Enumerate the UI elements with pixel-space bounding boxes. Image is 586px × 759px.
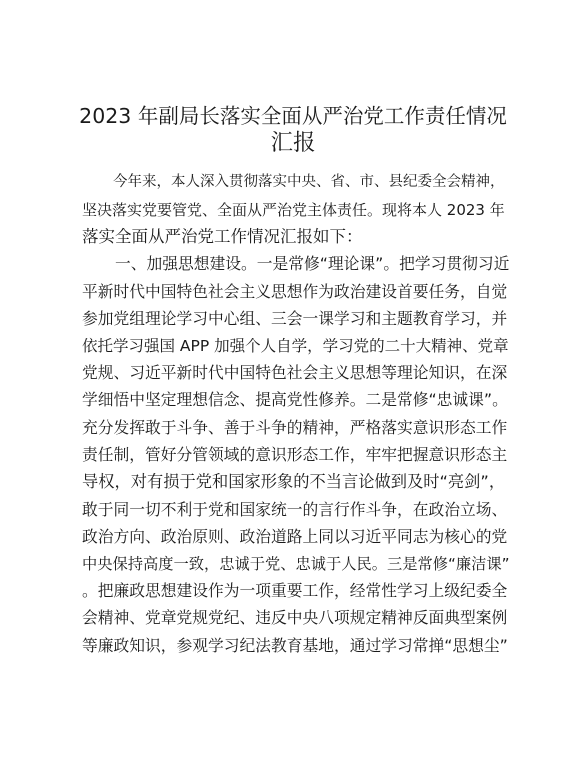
intro-line-2: 坚决落实党要管党、全面从严治党主体责任。现将本人 2023 年 [82, 201, 505, 219]
body-line-11: 政治方向、政治原则、政治道路上同以习近平同志为核心的党 [82, 527, 508, 546]
body-line-1: 一、加强思想建设。一是常修“理论课”。把学习贯彻习近 [115, 254, 510, 273]
body-line-15: 等廉政知识，参观学习纪法教育基地，通过学习常掸“思想尘” [82, 636, 508, 655]
body-line-7: 充分发挥敢于斗争、善于斗争的精神，严格落实意识形态工作 [82, 418, 508, 437]
body-line-6: 学细悟中坚定理想信念、提高党性修养。二是常修“忠诚课”。 [82, 390, 508, 409]
body-line-13: 。把廉政思想建设作为一项重要工作，经常性学习上级纪委全 [82, 581, 508, 600]
document-title-line-1: 2023 年副局长落实全面从严治党工作责任情况 [79, 104, 507, 128]
body-line-2: 平新时代中国特色社会主义思想作为政治建设首要任务，自觉 [82, 282, 508, 301]
body-line-9: 导权，对有损于党和国家形象的不当言论做到及时“亮剑”， [82, 472, 506, 491]
body-line-14: 会精神、党章党规党纪、违反中央八项规定精神反面典型案例 [82, 608, 508, 627]
body-line-8: 责任制，管好分管领域的意识形态工作，牢牢把握意识形态主 [82, 445, 508, 464]
document-title-line-2: 汇报 [270, 130, 316, 156]
body-line-5: 党规、习近平新时代中国特色社会主义思想等理论知识，在深 [82, 363, 508, 382]
body-line-10: 敢于同一切不利于党和国家统一的言行作斗争，在政治立场、 [82, 500, 508, 519]
body-line-4: 依托学习强国 APP 加强个人自学，学习党的二十大精神、党章 [82, 337, 509, 355]
intro-line-3: 落实全面从严治党工作情况汇报如下： [82, 227, 363, 246]
body-line-12: 中央保持高度一致，忠诚于党、忠诚于人民。三是常修“廉洁课” [82, 555, 510, 573]
intro-line-1: 今年来，本人深入贯彻落实中央、省、市、县纪委全会精神， [113, 174, 505, 190]
body-line-3: 参加党组理论学习中心组、三会一课学习和主题教育学习，并 [82, 309, 508, 328]
